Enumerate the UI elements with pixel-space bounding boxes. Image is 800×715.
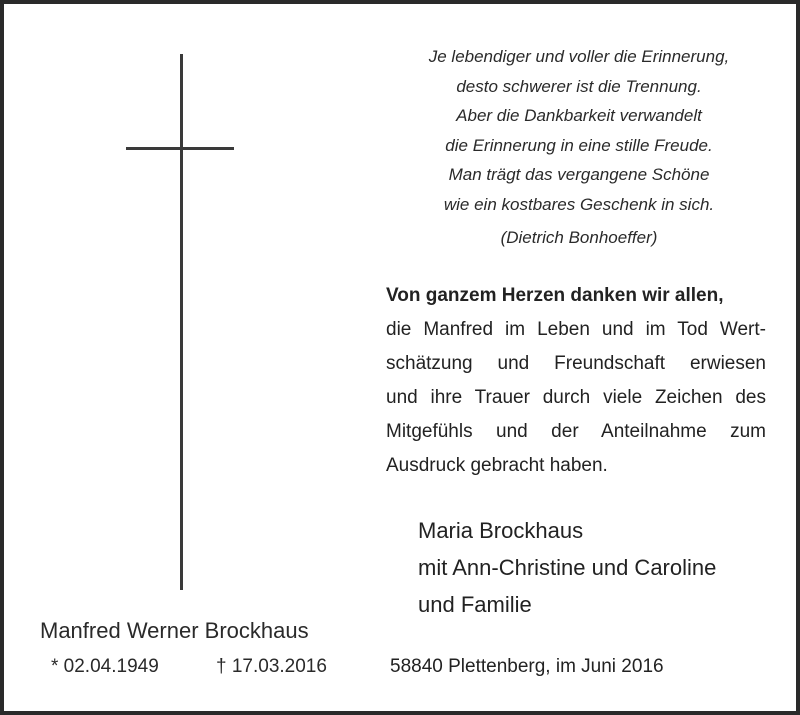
- signatory-line: Maria Brockhaus: [418, 518, 584, 543]
- signatory-line: mit Ann-Christine und Caroline: [418, 555, 717, 580]
- place-date: 58840 Plettenberg, im Juni 2016: [390, 656, 664, 677]
- poem-line: desto schwerer ist die Trennung.: [456, 76, 702, 96]
- cross-icon-vertical-beam: [180, 54, 183, 590]
- poem-author: (Dietrich Bonhoeffer): [500, 228, 658, 247]
- poem-quote: [384, 42, 774, 253]
- cross-icon-horizontal-beam: [126, 147, 234, 150]
- birth-date: * 02.04.1949: [51, 656, 159, 677]
- thanks-line: die Manfred im Leben und im Tod Wert-: [386, 319, 766, 340]
- poem-line: Man trägt das vergangene Schöne: [448, 165, 710, 184]
- signatory-line: und Familie: [418, 592, 532, 617]
- thanks-heading: Von ganzem Herzen danken wir allen,: [386, 285, 724, 306]
- thanks-text: [386, 279, 766, 483]
- poem-line: Aber die Dankbarkeit verwandelt: [456, 106, 702, 125]
- thanks-line: Ausdruck gebracht haben.: [386, 455, 608, 476]
- death-date: † 17.03.2016: [216, 656, 327, 677]
- signatories: [418, 512, 716, 623]
- deceased-name: Manfred Werner Brockhaus: [40, 618, 309, 643]
- thanks-line: schätzung und Freundschaft erwiesen: [386, 353, 766, 374]
- poem-line: wie ein kostbares Geschenk in sich.: [443, 194, 715, 214]
- thanks-line: Mitgefühls und der Anteilnahme zum: [386, 421, 766, 442]
- thanks-line: und ihre Trauer durch viele Zeichen des: [386, 387, 766, 408]
- poem-line: Je lebendiger und voller die Erinnerung,: [428, 47, 730, 66]
- poem-line: die Erinnerung in eine stille Freude.: [445, 135, 713, 155]
